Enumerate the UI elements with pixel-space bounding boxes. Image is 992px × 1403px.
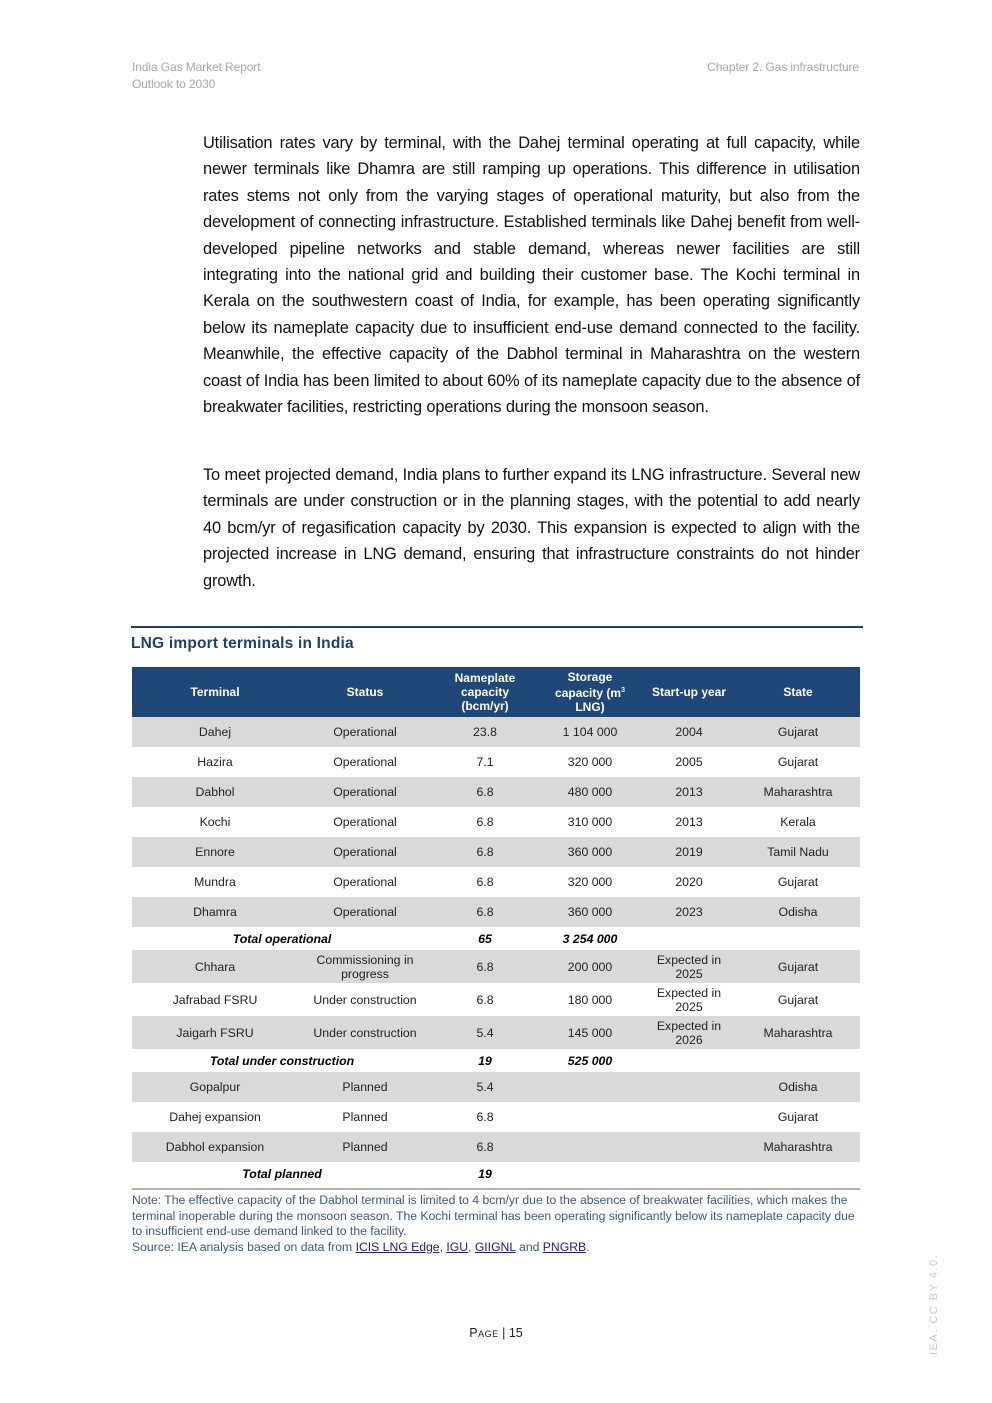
cell-storage (538, 1072, 642, 1102)
cell-terminal: Ennore (132, 837, 298, 867)
total-label: Total under construction (209, 1053, 355, 1068)
cell-capacity: 6.8 (432, 1132, 538, 1162)
table-row (132, 1016, 860, 1049)
empty-cell (736, 1162, 860, 1185)
cell-status: Under construction (298, 1016, 432, 1049)
cell-year: 2005 (675, 755, 703, 769)
col-header-state: State (736, 667, 860, 717)
table-row (132, 807, 860, 837)
cell-year: 2013 (675, 815, 703, 829)
storage-header-sup: 3 (621, 687, 625, 694)
cell-terminal: Hazira (197, 755, 233, 769)
chapter-header: Chapter 2. Gas infrastructure (707, 60, 859, 74)
cell-state: Kerala (780, 815, 816, 829)
cell-state: Gujarat (777, 1110, 819, 1124)
table-row (132, 837, 860, 867)
total-storage: 525 000 (567, 1053, 613, 1068)
figure-title: LNG import terminals in India (131, 635, 354, 652)
report-subtitle: Outlook to 2030 (132, 77, 216, 91)
total-storage: 3 254 000 (562, 931, 618, 946)
source-link-pngrb[interactable]: PNGRB (542, 1239, 587, 1254)
source-link-igu[interactable]: IGU (446, 1239, 469, 1254)
cell-status: Operational (333, 875, 397, 889)
source-link-giignl[interactable]: GIIGNL (474, 1239, 516, 1254)
note-rule (132, 1188, 860, 1190)
storage-header-suffix: LNG) (575, 700, 605, 714)
table-note: Note: The effective capacity of the Dabhol terminal is limited to 4 bcm/yr due to the absence of breakwater facilities, which makes the terminal inoperable during the monsoon season. The Kochi terminal has been operating significantly below its nameplate capacity due to insufficient end-use demand linked to the facility. (132, 1193, 855, 1238)
cell-status: Commissioning in progress (298, 950, 432, 983)
cell-capacity: 6.8 (476, 815, 494, 829)
cell-terminal: Mundra (194, 875, 236, 889)
cell-capacity: 6.8 (432, 950, 538, 983)
empty-cell (642, 1162, 736, 1185)
total-label: Total operational (232, 931, 332, 946)
source-suffix: . (586, 1239, 590, 1254)
cell-storage: 360 000 (538, 897, 642, 927)
cell-year: Expected in 2025 (656, 985, 722, 1014)
total-capacity: 19 (478, 1166, 492, 1181)
total-row-planned (132, 1162, 860, 1185)
cell-terminal: Jafrabad FSRU (172, 992, 258, 1007)
table-row (132, 897, 860, 927)
table-row (132, 983, 860, 1016)
table-row (132, 747, 860, 777)
source-prefix: Source: IEA analysis based on data from (132, 1239, 356, 1254)
cell-status: Planned (298, 1072, 432, 1102)
table-row (132, 867, 860, 897)
table-row (132, 1132, 860, 1162)
cell-status: Operational (298, 837, 432, 867)
cell-year (642, 1102, 736, 1132)
license-notice: IEA. CC BY 4.0. (928, 1253, 940, 1355)
cell-status: Planned (342, 1110, 388, 1124)
table-note-block (132, 1193, 860, 1255)
cell-year (642, 1072, 736, 1102)
cell-terminal: Dabhol (132, 777, 298, 807)
table-header-row (132, 667, 860, 717)
cell-storage: 180 000 (567, 992, 613, 1007)
cell-status: Operational (333, 815, 397, 829)
cell-status: Operational (298, 717, 432, 747)
page-separator: | (498, 1326, 509, 1340)
table-row (132, 717, 860, 747)
cell-year: Expected in 2025 (642, 950, 736, 983)
lng-terminals-table (132, 667, 860, 1185)
total-storage (538, 1162, 642, 1185)
cell-status: Planned (298, 1132, 432, 1162)
cell-terminal: Gopalpur (132, 1072, 298, 1102)
total-capacity: 19 (478, 1053, 492, 1068)
cell-storage: 1 104 000 (538, 717, 642, 747)
total-row-under-construction (132, 1049, 860, 1072)
source-separator: , (468, 1239, 475, 1254)
empty-cell (642, 1049, 736, 1072)
cell-terminal: Dabhol expansion (132, 1132, 298, 1162)
col-header-capacity: Nameplate capacity (bcm/yr) (432, 667, 538, 717)
cell-status: Under construction (313, 992, 417, 1007)
cell-capacity: 6.8 (432, 837, 538, 867)
cell-storage (538, 1132, 642, 1162)
cell-state: Gujarat (777, 755, 819, 769)
cell-year: 2013 (642, 777, 736, 807)
cell-terminal: Jaigarh FSRU (132, 1016, 298, 1049)
total-capacity: 65 (478, 931, 492, 946)
cell-state: Maharashtra (736, 777, 860, 807)
cell-state: Gujarat (777, 875, 819, 889)
empty-cell (736, 927, 860, 950)
cell-year: 2019 (642, 837, 736, 867)
cell-capacity: 6.8 (476, 1110, 494, 1124)
cell-year: 2023 (642, 897, 736, 927)
figure-lng-terminals (131, 626, 863, 1255)
cell-status: Operational (298, 777, 432, 807)
cell-storage: 200 000 (538, 950, 642, 983)
empty-cell (736, 1049, 860, 1072)
cell-storage: 320 000 (567, 755, 613, 769)
running-header-left (132, 59, 260, 93)
page-number: 15 (508, 1326, 523, 1340)
cell-terminal: Dahej (132, 717, 298, 747)
col-header-terminal: Terminal (132, 667, 298, 717)
cell-terminal: Chhara (132, 950, 298, 983)
figure-top-rule (131, 626, 863, 628)
body-paragraph-2: To meet projected demand, India plans to further expand its LNG infrastructure. Several new terminals are under construction or in the planning stages, with the potential to add nearly 40 bcm/yr of regasification capacity by 2030. This expansion is expected to align with the projected increase in LNG demand, ensuring that infrastructure constraints do not hinder growth. (203, 466, 860, 590)
cell-capacity: 6.8 (432, 777, 538, 807)
cell-storage: 320 000 (567, 875, 613, 889)
cell-state: Gujarat (777, 992, 819, 1007)
cell-capacity: 7.1 (476, 755, 494, 769)
cell-state: Maharashtra (736, 1016, 860, 1049)
cell-year: Expected in 2026 (642, 1016, 736, 1049)
cell-capacity: 6.8 (476, 992, 494, 1007)
report-title: India Gas Market Report (132, 60, 261, 74)
cell-storage: 360 000 (538, 837, 642, 867)
cell-state: Odisha (736, 897, 860, 927)
source-separator: and (515, 1239, 543, 1254)
col-header-year: Start-up year (642, 667, 736, 717)
storage-header-text: Storage capacity (m (555, 670, 622, 700)
table-source (132, 1240, 860, 1256)
cell-terminal: Dahej expansion (169, 1110, 261, 1124)
source-link-icis[interactable]: ICIS LNG Edge (355, 1239, 440, 1254)
cell-storage: 145 000 (538, 1016, 642, 1049)
cell-state: Tamil Nadu (736, 837, 860, 867)
cell-storage: 480 000 (538, 777, 642, 807)
cell-terminal: Kochi (199, 815, 231, 829)
cell-year (642, 1132, 736, 1162)
cell-status: Operational (298, 897, 432, 927)
cell-state: Maharashtra (736, 1132, 860, 1162)
cell-status: Operational (333, 755, 397, 769)
total-label: Total planned (242, 1166, 322, 1181)
cell-state: Gujarat (736, 717, 860, 747)
cell-year: 2020 (675, 875, 703, 889)
table-row (132, 950, 860, 983)
cell-storage: 310 000 (567, 815, 613, 829)
total-row-operational (132, 927, 860, 950)
cell-capacity: 5.4 (432, 1072, 538, 1102)
cell-state: Gujarat (736, 950, 860, 983)
cell-capacity: 6.8 (432, 897, 538, 927)
table-row (132, 1072, 860, 1102)
cell-year: 2004 (642, 717, 736, 747)
cell-capacity: 5.4 (432, 1016, 538, 1049)
cell-storage (538, 1102, 642, 1132)
cell-capacity: 6.8 (476, 875, 494, 889)
source-separator: , (439, 1239, 447, 1254)
cell-terminal: Dhamra (132, 897, 298, 927)
empty-cell (642, 927, 736, 950)
page-label: Page (469, 1326, 499, 1340)
page-footer (0, 1326, 992, 1340)
table-row (132, 1102, 860, 1132)
table-row (132, 777, 860, 807)
col-header-status: Status (298, 667, 432, 717)
cell-state: Odisha (736, 1072, 860, 1102)
cell-capacity: 23.8 (432, 717, 538, 747)
body-paragraph-1: Utilisation rates vary by terminal, with the Dahej terminal operating at full capacity, while newer terminals like Dhamra are still ramping up operations. This difference in utilisation rates stems not only from the varying stages of operational maturity, but also from the development of connecting infrastructure. Established terminals like Dahej benefit from well-developed pipeline networks and stable demand, whereas newer facilities are still integrating into the national grid and building their customer base. The Kochi terminal in Kerala on the southwestern coast of India, for example, has been operating significantly below its nameplate capacity due to insufficient end-use demand connected to the facility. Meanwhile, the effective capacity of the Dabhol terminal in Maharashtra on the western coast of India has been limited to about 60% of its nameplate capacity due to the absence of breakwater facilities, restricting operations during the monsoon season. (203, 134, 860, 417)
col-header-storage (538, 667, 642, 717)
